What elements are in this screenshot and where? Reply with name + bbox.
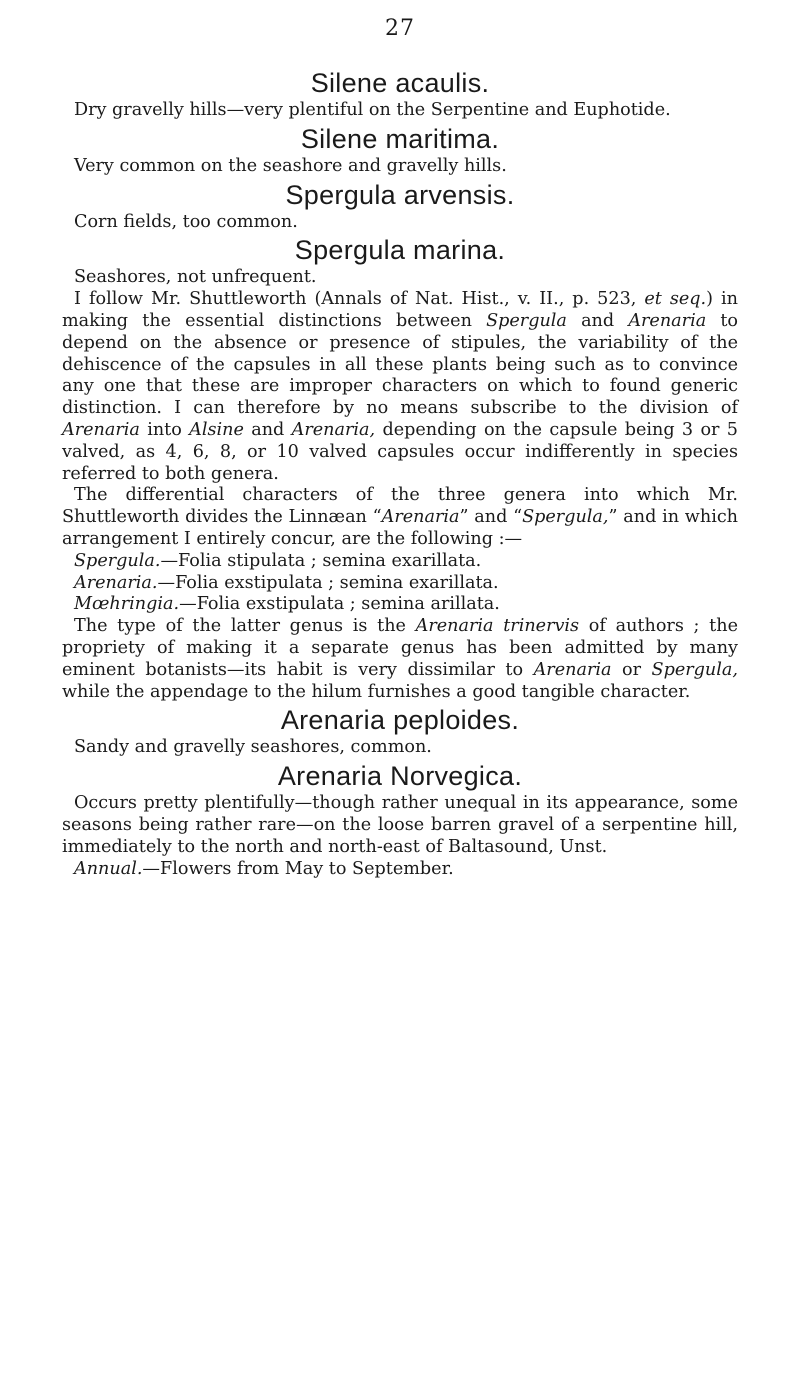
species-heading-arenaria-norvegica: Arenaria Norvegica. (277, 761, 523, 792)
flowering-note: Annual.—Flowers from May to September. (74, 858, 454, 879)
species-note: Corn fields, too common. (74, 211, 298, 232)
species-note: Very common on the seashore and gravelly hills. (74, 155, 507, 176)
discussion-paragraph: The differential characters of the three genera into which Mr. Shuttleworth divides the Linnæan “Arenaria” and “Spergula,” and in which arrangement I entirely concur, are the following :— (62, 485, 738, 549)
species-note: Seashores, not unfrequent. (74, 267, 317, 288)
species-heading-arenaria-peploides: Arenaria peploides. (280, 705, 520, 736)
genus-definition-spergula: Spergula.—Folia stipulata ; semina exarillata. (74, 550, 482, 571)
genus-definition-arenaria: Arenaria.—Folia exstipulata ; semina exarillata. (74, 572, 499, 593)
species-note: Sandy and gravelly seashores, common. (74, 737, 432, 758)
species-heading-spergula-marina: Spergula marina. (294, 235, 506, 266)
discussion-paragraph: I follow Mr. Shuttleworth (Annals of Nat. Hist., v. II., p. 523, et seq.) in making the essential distinctions between Spergula and Arenaria to depend on the absence or presence of stipules, the variability of the dehiscence of the capsules in all these plants being such as to convince any one that these are improper characters on which to found generic distinction. I can therefore by no means subscribe to the division of Arenaria into Alsine and Arenaria, depending on the capsule being 3 or 5 valved, as 4, 6, 8, or 10 valved capsules occur indifferently in species referred to both genera. (62, 289, 738, 484)
species-heading-silene-acaulis: Silene acaulis. (310, 68, 490, 98)
page-body (62, 60, 738, 880)
species-heading-spergula-arvensis: Spergula arvensis. (285, 179, 515, 210)
page-number: 27 (385, 16, 415, 41)
species-heading-silene-maritima: Silene maritima. (300, 123, 500, 154)
discussion-paragraph: The type of the latter genus is the Arenaria trinervis of authors ; the propriety of making it a separate genus has been admitted by many eminent botanists—its habit is very dissimilar to Arenaria or Spergula, while the appendage to the hilum furnishes a good tangible character. (62, 616, 738, 702)
genus-definition-moehringia: Mœhringia.—Folia exstipulata ; semina arillata. (74, 594, 500, 615)
species-note: Occurs pretty plentifully—though rather unequal in its appearance, some seasons being rather rare—on the loose barren gravel of a serpentine hill, immediately to the north and north-east of Baltasound, Unst. (62, 793, 738, 857)
species-note: Dry gravelly hills—very plentiful on the Serpentine and Euphotide. (74, 100, 671, 120)
